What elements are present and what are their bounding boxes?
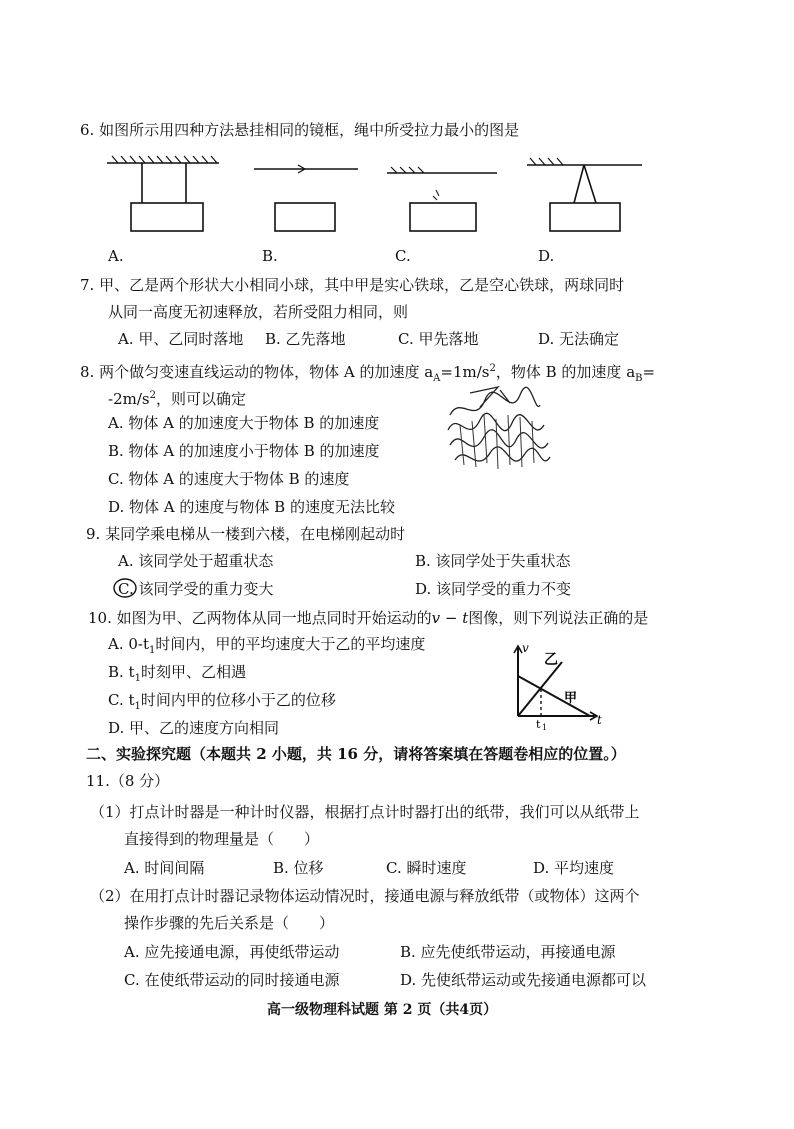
q8-stem-line2: [108, 386, 246, 409]
q9-option-d: D. 该同学受的重力不变: [415, 580, 572, 598]
q7-option-a: A. 甲、乙同时落地: [118, 330, 244, 348]
line-yi: [518, 662, 562, 716]
q10-stem-vt: v − t: [431, 609, 469, 627]
q7-stem-line2: 从同一高度无初速释放，若所受阻力相同，则: [108, 303, 409, 321]
pen-scribble-mark: [440, 385, 560, 485]
q10-stem-head: 10. 如图为甲、乙两物体从同一地点同时开始运动的: [88, 609, 432, 627]
q6-stem: 6. 如图所示用四种方法悬挂相同的镜框，绳中所受拉力最小的图是: [80, 121, 520, 139]
q11-p1-option-d: D. 平均速度: [533, 859, 615, 877]
q6-option-b: B.: [262, 247, 278, 265]
q11-p2-line1: （2）在用打点计时器记录物体运动情况时，接通电源与释放纸带（或物体）这两个: [90, 887, 640, 905]
graph-v-label: v: [522, 641, 529, 655]
page-footer: 高一级物理科试题 第 2 页（共4页）: [267, 1002, 498, 1018]
q10-vt-graph: [500, 640, 610, 730]
q6-figure-a: [107, 156, 219, 231]
q11-p1-option-a: A. 时间间隔: [124, 859, 205, 877]
q10-option-a-sub: 1: [149, 645, 156, 656]
q10-stem: [88, 608, 648, 628]
graph-t1-label: t: [536, 718, 541, 731]
q10-option-c: [108, 690, 336, 717]
q8-option-a: A. 物体 A 的加速度大于物体 B 的加速度: [108, 414, 380, 432]
q11-p2-option-c: C. 在使纸带运动的同时接通电源: [124, 971, 340, 989]
graph-jia-label: 甲: [564, 691, 578, 706]
q8-sup-a: 2: [489, 363, 496, 374]
q7-option-d: D. 无法确定: [538, 330, 620, 348]
q10-stem-tail: 图像，则下列说法正确的是: [468, 609, 649, 627]
q10-option-a-pre: A. 0-t: [108, 635, 150, 653]
q11-p2-option-a: A. 应先接通电源，再使纸带运动: [124, 943, 340, 961]
q11-p2-option-d: D. 先使纸带运动或先接通电源都可以: [400, 971, 647, 989]
q8-val-a: =1m/s: [440, 363, 490, 381]
q8-stem-b: ，物体 B 的加速度 a: [495, 363, 636, 381]
q6-option-c: C.: [395, 247, 411, 265]
q11-p1-line1: （1）打点计时器是一种计时仪器，根据打点计时器打出的纸带，我们可以从纸带上: [90, 803, 640, 821]
q8-line2-val: -2m/s: [108, 390, 150, 408]
q8-stem-line1: [80, 359, 655, 389]
q6-figure-b: [254, 165, 358, 231]
q7-stem-line1: 7. 甲、乙是两个形状大小相同小球，其中甲是实心铁球，乙是空心铁球，两球同时: [80, 276, 625, 294]
q6-option-d: D.: [538, 247, 555, 265]
q6-figure-d: [527, 158, 642, 231]
q9-option-c: C. 该同学受的重力变大: [118, 580, 274, 598]
q6-figure-c: [387, 167, 497, 231]
q7-option-b: B. 乙先落地: [265, 330, 346, 348]
q10-option-b-pre: B. t: [108, 663, 135, 681]
line-jia: [518, 676, 590, 716]
q8-sup-b: 2: [149, 390, 156, 401]
q10-option-b: [108, 662, 246, 689]
q11-p2-option-b: B. 应先使纸带运动，再接通电源: [400, 943, 616, 961]
q10-option-c-sub: 1: [134, 701, 141, 712]
q11-p1-option-b: B. 位移: [273, 859, 324, 877]
graph-t-label: t: [597, 713, 602, 727]
q10-option-c-pre: C. t: [108, 691, 135, 709]
q8-option-c: C. 物体 A 的速度大于物体 B 的速度: [108, 470, 350, 488]
q10-option-b-sub: 1: [134, 673, 141, 684]
q6-option-a: A.: [108, 247, 124, 265]
q7-option-c: C. 甲先落地: [398, 330, 479, 348]
q11-p1-line2: 直接得到的物理量是（ ）: [124, 830, 320, 848]
q11-p1-option-c: C. 瞬时速度: [386, 859, 467, 877]
q8-sub-b: B: [635, 373, 643, 384]
q9-stem: 9. 某同学乘电梯从一楼到六楼，在电梯刚起动时: [86, 525, 406, 543]
q10-option-a-post: 时间内，甲的平均速度大于乙的平均速度: [155, 635, 426, 653]
graph-yi-label: 乙: [544, 652, 558, 668]
q11-p2-line2: 操作步骤的先后关系是（ ）: [124, 914, 335, 932]
q9-option-b: B. 该同学处于失重状态: [415, 552, 571, 570]
q10-option-c-post: 时间内甲的位移小于乙的位移: [140, 691, 336, 709]
q8-option-d: D. 物体 A 的速度与物体 B 的速度无法比较: [108, 498, 395, 516]
q9-option-a: A. 该同学处于超重状态: [118, 552, 274, 570]
q9-circle-mark: [112, 576, 140, 600]
q8-line2-tail: ，则可以确定: [155, 390, 246, 408]
q8-val-b-tail: =: [642, 363, 656, 381]
q10-option-d: D. 甲、乙的速度方向相同: [108, 719, 280, 737]
q8-option-b: B. 物体 A 的加速度小于物体 B 的加速度: [108, 442, 380, 460]
q10-option-a: [108, 634, 425, 661]
graph-t1-sub: 1: [542, 723, 548, 732]
section2-title: 二、实验探究题（本题共 2 小题，共 16 分，请将答案填在答题卷相应的位置。）: [86, 745, 626, 763]
q11-head: 11.（8 分）: [86, 772, 170, 790]
q8-sub-a: A: [433, 373, 441, 384]
q8-stem-a: 8. 两个做匀变速直线运动的物体，物体 A 的加速度 a: [80, 363, 434, 381]
q10-option-b-post: 时刻甲、乙相遇: [140, 663, 246, 681]
